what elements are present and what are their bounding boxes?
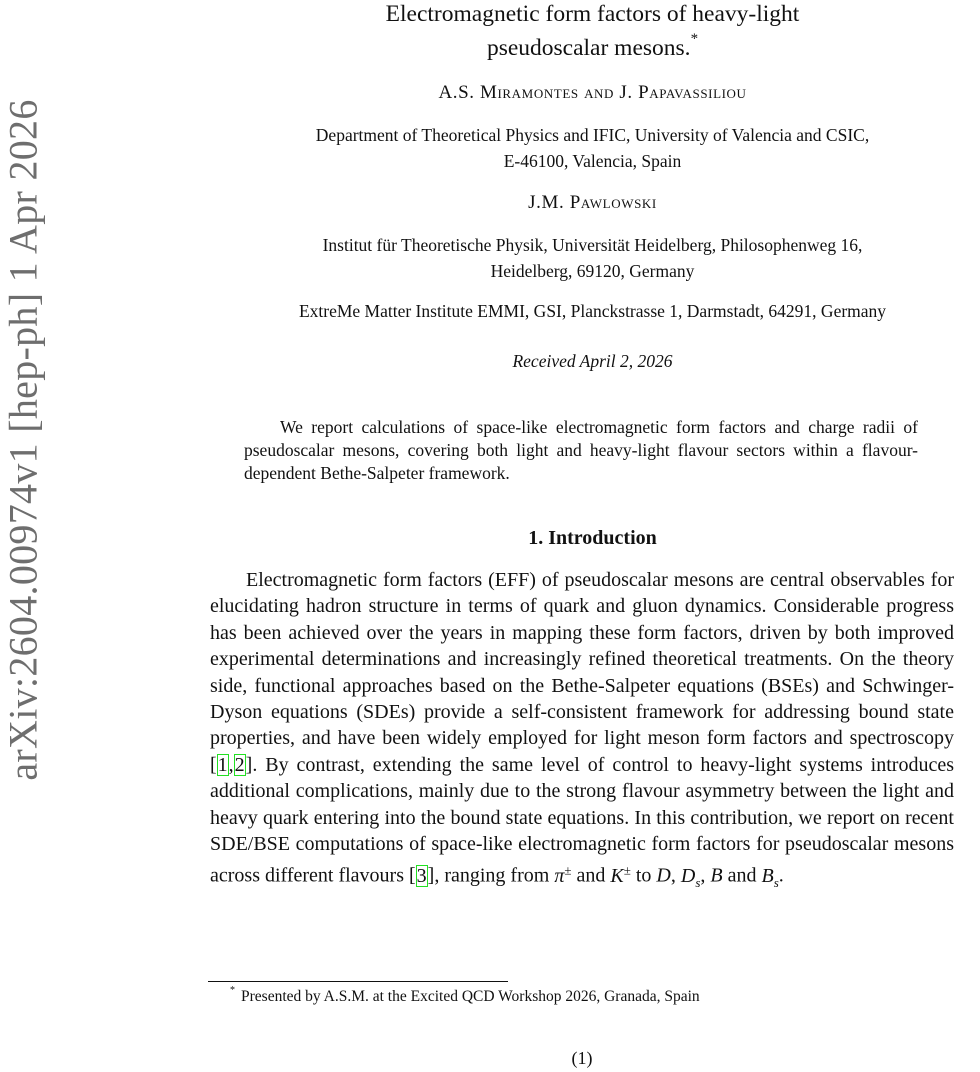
arxiv-stamp-text: arXiv:2604.00974v1 [hep-ph] 1 Apr 2026 — [0, 99, 46, 781]
affiliation-heidelberg: Institut für Theoretische Physik, Universität Heidelberg, Philosophenweg 16, Heidelberg, 69120, Germany — [322, 235, 863, 281]
footnote-text: Presented by A.S.M. at the Excited QCD Workshop 2026, Granada, Spain — [241, 988, 700, 1006]
paper-title — [205, 0, 980, 62]
math-bs-meson: $B_s$ — [761, 865, 779, 891]
title-line-1: Electromagnetic form factors of heavy-light — [385, 1, 800, 27]
introduction-paragraph: Electromagnetic form factors (EFF) of pseudoscalar mesons are central observables for elucidating hadron structure in terms of quark and gluon dynamics. Considerable progress has been achieved over the years in mapping these form factors, driven by both improved experimental determinations and increasingly refined theoretical treatments. On the theory side, functional approaches based on the Bethe-Salpeter equations (BSEs) and Schwinger-Dyson equations (SDEs) provide a self-consistent framework for addressing bound state properties, and have been widely employed for light meson form factors and spectroscopy [1,2]. By contrast, extending the same level of control to heavy-light systems introduces additional complications, mainly due to the strong flavour asymmetry between the light and heavy quark entering into the bound state equations. In this contribution, we report on recent SDE/BSE computations of space-like electromagnetic form factors for pseudoscalar mesons across different flavours [3], ranging from π± and K± to D, $D_s$, B and $B_s$. — [210, 569, 954, 891]
page-number: (1) — [571, 1048, 593, 1068]
math-pion: π± — [554, 862, 572, 888]
footnote — [230, 987, 700, 1006]
author-list: A.S. Miramontes and J. Papavassiliou — [438, 82, 747, 103]
math-ds-meson: $D_s$ — [680, 865, 701, 891]
received-date: Received April 2, 2026 — [512, 351, 673, 371]
title-line-2: pseudoscalar mesons.* — [486, 31, 699, 61]
author-pawlowski: J.M. Pawlowski — [528, 192, 657, 213]
footnote-rule — [208, 981, 508, 982]
affiliation-ific: Department of Theoretical Physics and IFIC, University of Valencia and CSIC, E-46100, Valencia, Spain — [315, 125, 870, 171]
citation-link-1[interactable]: 1 — [217, 753, 228, 776]
title-footnote-marker[interactable]: * — [690, 31, 699, 47]
citation-link-3[interactable]: 3 — [416, 865, 427, 888]
arxiv-identifier-stamp — [0, 70, 46, 810]
math-b-meson: B — [710, 865, 723, 888]
section-heading-introduction: 1. Introduction — [528, 527, 657, 549]
footnote-marker: * — [230, 985, 235, 996]
affiliation-emmi: ExtreMe Matter Institute EMMI, GSI, Planckstrasse 1, Darmstadt, 64291, Germany — [298, 301, 887, 321]
math-d-meson: D — [656, 865, 671, 888]
citation-link-2[interactable]: 2 — [234, 753, 245, 776]
math-kaon: K± — [610, 862, 631, 888]
abstract: We report calculations of space-like electromagnetic form factors and charge radii of pseudoscalar mesons, covering both light and heavy-light flavour sectors within a flavour-dependent Bethe-Salpeter framework. — [244, 417, 918, 483]
